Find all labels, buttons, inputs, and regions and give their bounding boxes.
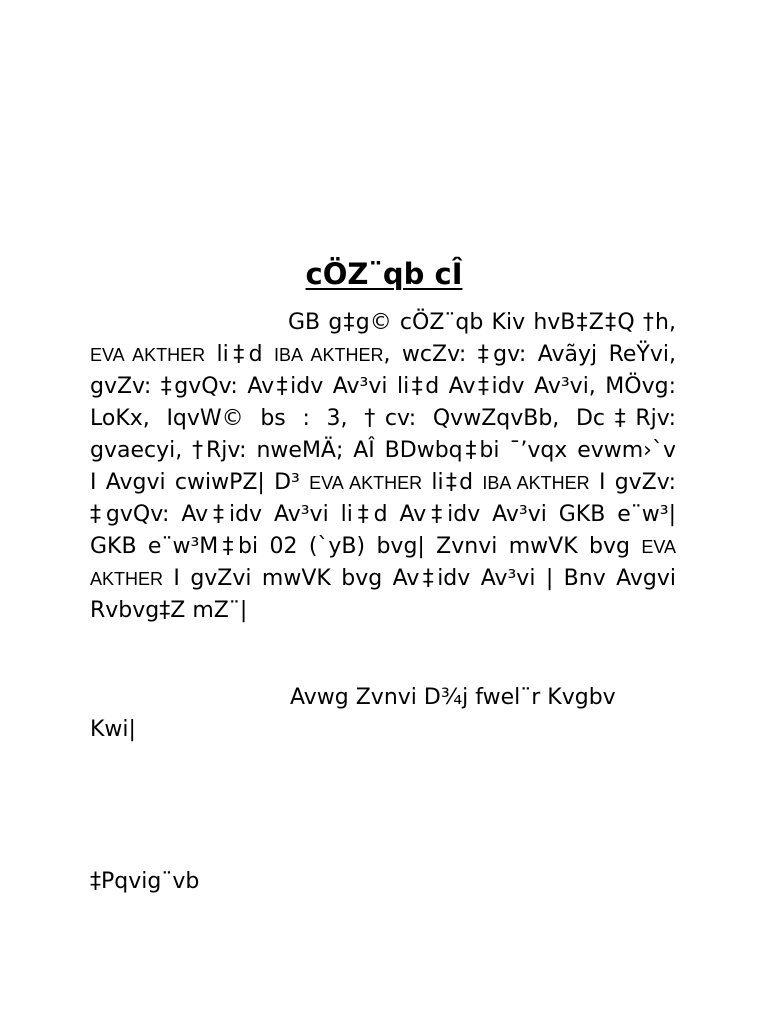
text-segment: LoKx, IqvW© bs : 3, †cv: QvwZqvBb, Dc‡Rjv:: [90, 406, 676, 431]
paragraph-line: [90, 531, 676, 563]
paragraph-line: [90, 595, 676, 627]
closing-line: Kwi|: [90, 717, 136, 742]
person-name: IBA AKTHER: [482, 473, 590, 493]
person-name: EVA: [641, 537, 676, 557]
paragraph-line: [90, 307, 676, 339]
text-segment: , wcZv: ‡gv: Avãyj ReŸvi,: [383, 342, 676, 367]
person-name: AKTHER: [90, 569, 164, 589]
text-segment: ‡gvQv: Av‡idv Av³vi li‡d Av‡idv Av³vi GKB e¨w³|: [90, 502, 676, 527]
text-segment: GB g‡g© cÖZ¨qb Kiv hvB‡Z‡Q †h,: [288, 310, 676, 335]
text-segment: li‡d: [205, 342, 275, 367]
body-paragraph: [90, 307, 676, 627]
text-segment: GKB e¨w³M‡bi 02 (`yB) bvg| Zvnvi mwVK bvg: [90, 534, 642, 559]
text-segment: I Avgvi cwiwPZ| D³: [90, 470, 310, 495]
text-segment: I gvZvi mwVK bvg Av‡idv Av³vi | Bnv Avgvi: [163, 566, 676, 591]
person-name: EVA AKTHER: [90, 345, 206, 365]
paragraph-line: [90, 467, 676, 499]
document-title-text: cÖZ¨qb cÎ: [305, 257, 463, 291]
paragraph-line: [90, 403, 676, 435]
text-segment: gvaecyi, †Rjv: nweMÄ; AÎ BDwbq‡bi ¯’vqx evwm›`v: [90, 438, 676, 463]
closing-line: Avwg Zvnvi D¾j fwel¨r Kvgbv: [290, 685, 616, 710]
text-segment: I gvZv:: [589, 470, 676, 495]
person-name: EVA AKTHER: [309, 473, 423, 493]
text-segment: Rvbvg‡Z mZ¨|: [90, 598, 248, 623]
text-segment: li‡d: [422, 470, 483, 495]
document-title: [0, 254, 768, 294]
paragraph-line: [90, 435, 676, 467]
person-name: IBA AKTHER: [274, 345, 384, 365]
signature-designation: ‡Pqvig¨vb: [90, 869, 200, 894]
paragraph-line: [90, 563, 676, 595]
paragraph-line: [90, 499, 676, 531]
text-segment: gvZv: ‡gvQv: Av‡idv Av³vi li‡d Av‡idv Av³vi, MÖvg:: [90, 374, 676, 399]
paragraph-line: [90, 339, 676, 371]
paragraph-line: [90, 371, 676, 403]
